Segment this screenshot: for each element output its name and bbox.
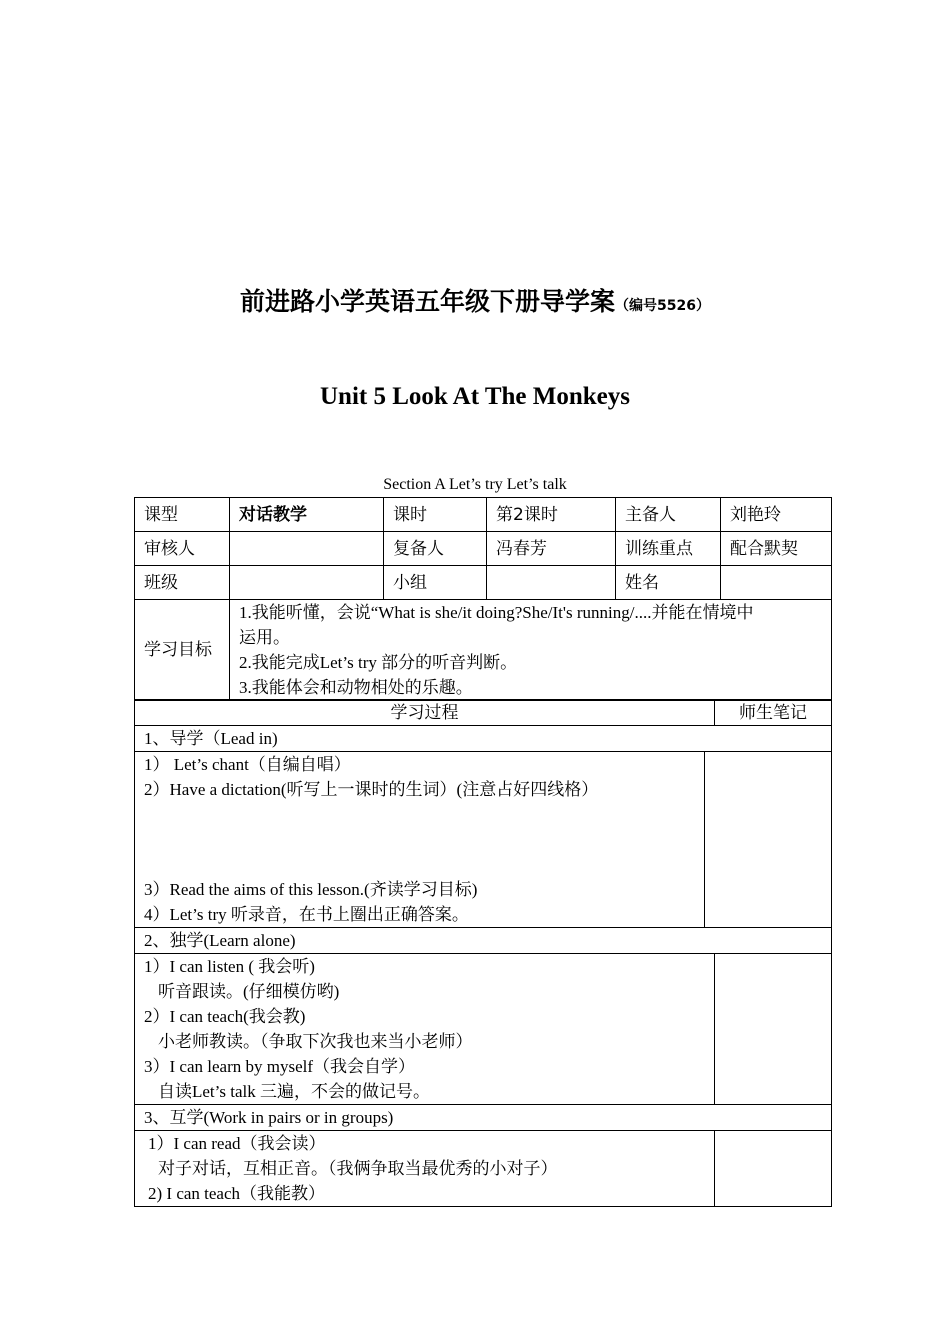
info-cell: 对话教学 [230, 498, 384, 532]
step-line: 小老师教读。（争取下次我也来当小老师） [158, 1032, 473, 1051]
step-line: 听音跟读。(仔细模仿哟) [158, 982, 340, 1001]
info-row [135, 532, 832, 566]
step-line: 1） Let’s chant（自编自唱） [144, 755, 351, 774]
section-body-row [135, 954, 832, 1105]
section-body [135, 1131, 715, 1207]
goal-line: 1.我能听懂，会说“What is she/it doing?She/It's running/....并能在情境中 [239, 603, 754, 622]
info-cell: 配合默契 [721, 532, 832, 566]
info-cell: 训练重点 [616, 532, 721, 566]
info-table [134, 497, 832, 701]
info-cell: 姓名 [616, 566, 721, 600]
process-table [134, 699, 832, 1207]
info-cell: 课时 [384, 498, 487, 532]
info-row [135, 498, 832, 532]
notes-cell[interactable] [715, 1131, 832, 1207]
step-line: 对子对话，互相正音。（我俩争取当最优秀的小对子） [158, 1159, 558, 1178]
info-cell: 小组 [384, 566, 487, 600]
section-title-row [135, 726, 832, 752]
document-title [0, 282, 950, 318]
section-body-row [135, 752, 832, 928]
info-row [135, 566, 832, 600]
info-cell [230, 566, 384, 600]
info-cell: 冯春芳 [487, 532, 616, 566]
document-title-main: 前进路小学英语五年级下册导学案 [240, 287, 616, 316]
info-cell [487, 566, 616, 600]
section-heading: 1、导学（Lead in) [135, 726, 832, 752]
goal-line: 2.我能完成Let’s try 部分的听音判断。 [239, 653, 518, 672]
document-code: （编号5526） [615, 298, 710, 314]
goal-line: 3.我能体会和动物相处的乐趣。 [239, 678, 473, 697]
process-header-row [135, 700, 832, 726]
info-cell [230, 532, 384, 566]
step-line: 2) I can teach（我能教） [148, 1184, 326, 1203]
goals-label: 学习目标 [135, 600, 230, 701]
info-cell: 第2课时 [487, 498, 616, 532]
info-cell [721, 566, 832, 600]
info-cell: 刘艳玲 [721, 498, 832, 532]
step-line: 1）I can read（我会读） [148, 1134, 326, 1153]
step-line: 自读Let’s talk 三遍，不会的做记号。 [158, 1082, 430, 1101]
info-cell: 班级 [135, 566, 230, 600]
section-title: Section A Let’s try Let’s talk [383, 476, 567, 493]
step-line: 3）I can learn by myself（我会自学） [144, 1057, 415, 1076]
notes-cell[interactable] [715, 954, 832, 1105]
step-line: 2）I can teach(我会教) [144, 1007, 306, 1026]
process-header: 学习过程 [135, 700, 715, 726]
step-line: 2）Have a dictation(听写上一课时的生词）(注意占好四线格） [144, 780, 599, 799]
notes-cell[interactable] [705, 752, 832, 928]
goal-line: 运用。 [239, 628, 290, 647]
section-body [135, 752, 705, 928]
section-heading: 3、互学(Work in pairs or in groups) [135, 1105, 832, 1131]
goals-content [230, 600, 832, 701]
unit-title: Unit 5 Look At The Monkeys [319, 383, 630, 410]
info-cell: 复备人 [384, 532, 487, 566]
step-line: 4）Let’s try 听录音，在书上圈出正确答案。 [144, 905, 469, 924]
section-title-row [135, 1105, 832, 1131]
section-heading: 2、独学(Learn alone) [135, 928, 832, 954]
step-line: 3）Read the aims of this lesson.(齐读学习目标) [144, 880, 478, 899]
info-cell: 课型 [135, 498, 230, 532]
blank-space [144, 802, 695, 877]
section-body [135, 954, 715, 1105]
info-cell: 主备人 [616, 498, 721, 532]
notes-header: 师生笔记 [715, 700, 832, 726]
info-cell: 审核人 [135, 532, 230, 566]
goals-row [135, 600, 832, 701]
step-line: 1）I can listen ( 我会听) [144, 957, 315, 976]
section-body-row [135, 1131, 832, 1207]
section-title-row [135, 928, 832, 954]
